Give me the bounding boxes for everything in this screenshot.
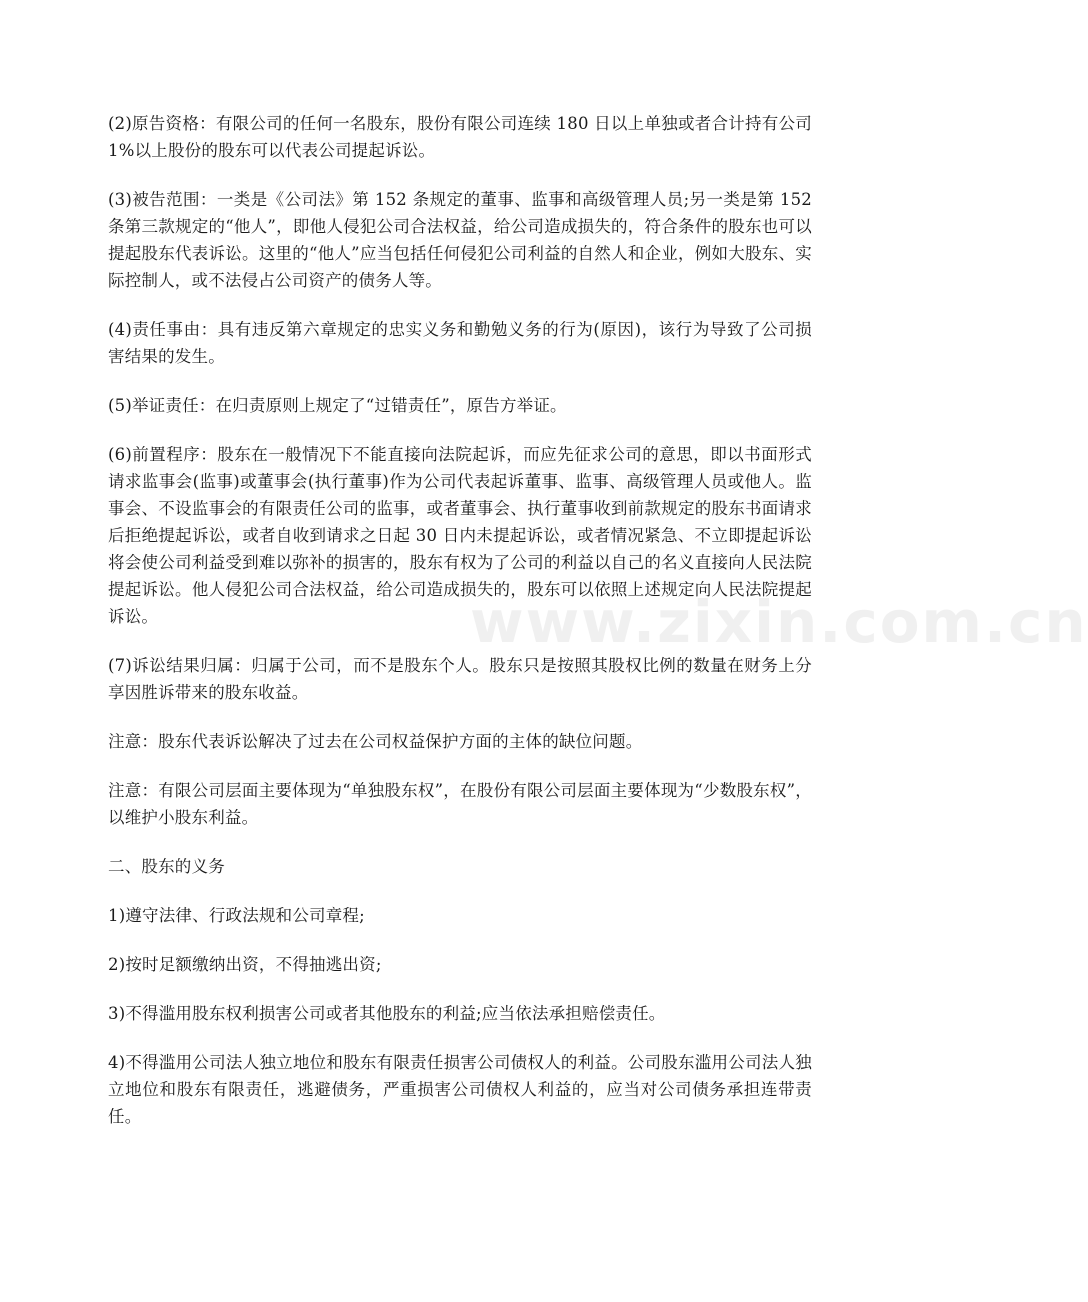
list-item-obligation-3: 3)不得滥用股东权利损害公司或者其他股东的利益;应当依法承担赔偿责任。 [108, 1004, 666, 1023]
paragraph-pre-procedure: (6)前置程序：股东在一般情况下不能直接向法院起诉，而应先征求公司的意思，即以书面形式请求监事会(监事)或董事会(执行董事)作为公司代表起诉董事、监事、高级管理人员或他人。监事会、不设监事会的有限责任公司的监事，或者董事会、执行董事收到前款规定的股东书面请求后拒绝提起诉讼，或者自收到请求之日起 30 日内未提起诉讼，或者情况紧急、不立即提起诉讼将会使公司利益受到难以弥补的损害的，股东有权为了公司的利益以自己的名义直接向人民法院提起诉讼。他人侵犯公司合法权益，给公司造成损失的，股东可以依照上述规定向人民法院提起诉讼。 [108, 445, 812, 626]
paragraph-note-1: 注意：股东代表诉讼解决了过去在公司权益保护方面的主体的缺位问题。 [108, 732, 643, 751]
paragraph-note-2: 注意：有限公司层面主要体现为“单独股东权”，在股份有限公司层面主要体现为“少数股东权”，以维护小股东利益。 [108, 781, 812, 827]
paragraph-litigation-result: (7)诉讼结果归属：归属于公司，而不是股东个人。股东只是按照其股权比例的数量在财务上分享因胜诉带来的股东收益。 [108, 656, 812, 702]
list-item-obligation-2: 2)按时足额缴纳出资，不得抽逃出资; [108, 955, 382, 974]
paragraph-burden-of-proof: (5)举证责任：在归责原则上规定了“过错责任”，原告方举证。 [108, 396, 567, 415]
watermark: www.zixin.com.cn [470, 588, 1088, 656]
document-body [108, 110, 812, 1152]
paragraph-plaintiff-qualification: (2)原告资格：有限公司的任何一名股东，股份有限公司连续 180 日以上单独或者合计持有公司 1%以上股份的股东可以代表公司提起诉讼。 [108, 114, 812, 160]
section-heading-shareholder-obligations: 二、股东的义务 [108, 857, 225, 876]
list-item-obligation-1: 1)遵守法律、行政法规和公司章程; [108, 906, 365, 925]
paragraph-liability-cause: (4)责任事由：具有违反第六章规定的忠实义务和勤勉义务的行为(原因)，该行为导致了公司损害结果的发生。 [108, 320, 812, 366]
paragraph-defendant-scope: (3)被告范围：一类是《公司法》第 152 条规定的董事、监事和高级管理人员;另一类是第 152 条第三款规定的“他人”，即他人侵犯公司合法权益，给公司造成损失的，符合条件的股东也可以提起股东代表诉讼。这里的“他人”应当包括任何侵犯公司利益的自然人和企业，例如大股东、实际控制人，或不法侵占公司资产的债务人等。 [108, 190, 812, 290]
list-item-obligation-4: 4)不得滥用公司法人独立地位和股东有限责任损害公司债权人的利益。公司股东滥用公司法人独立地位和股东有限责任，逃避债务，严重损害公司债权人利益的，应当对公司债务承担连带责任。 [108, 1053, 812, 1126]
